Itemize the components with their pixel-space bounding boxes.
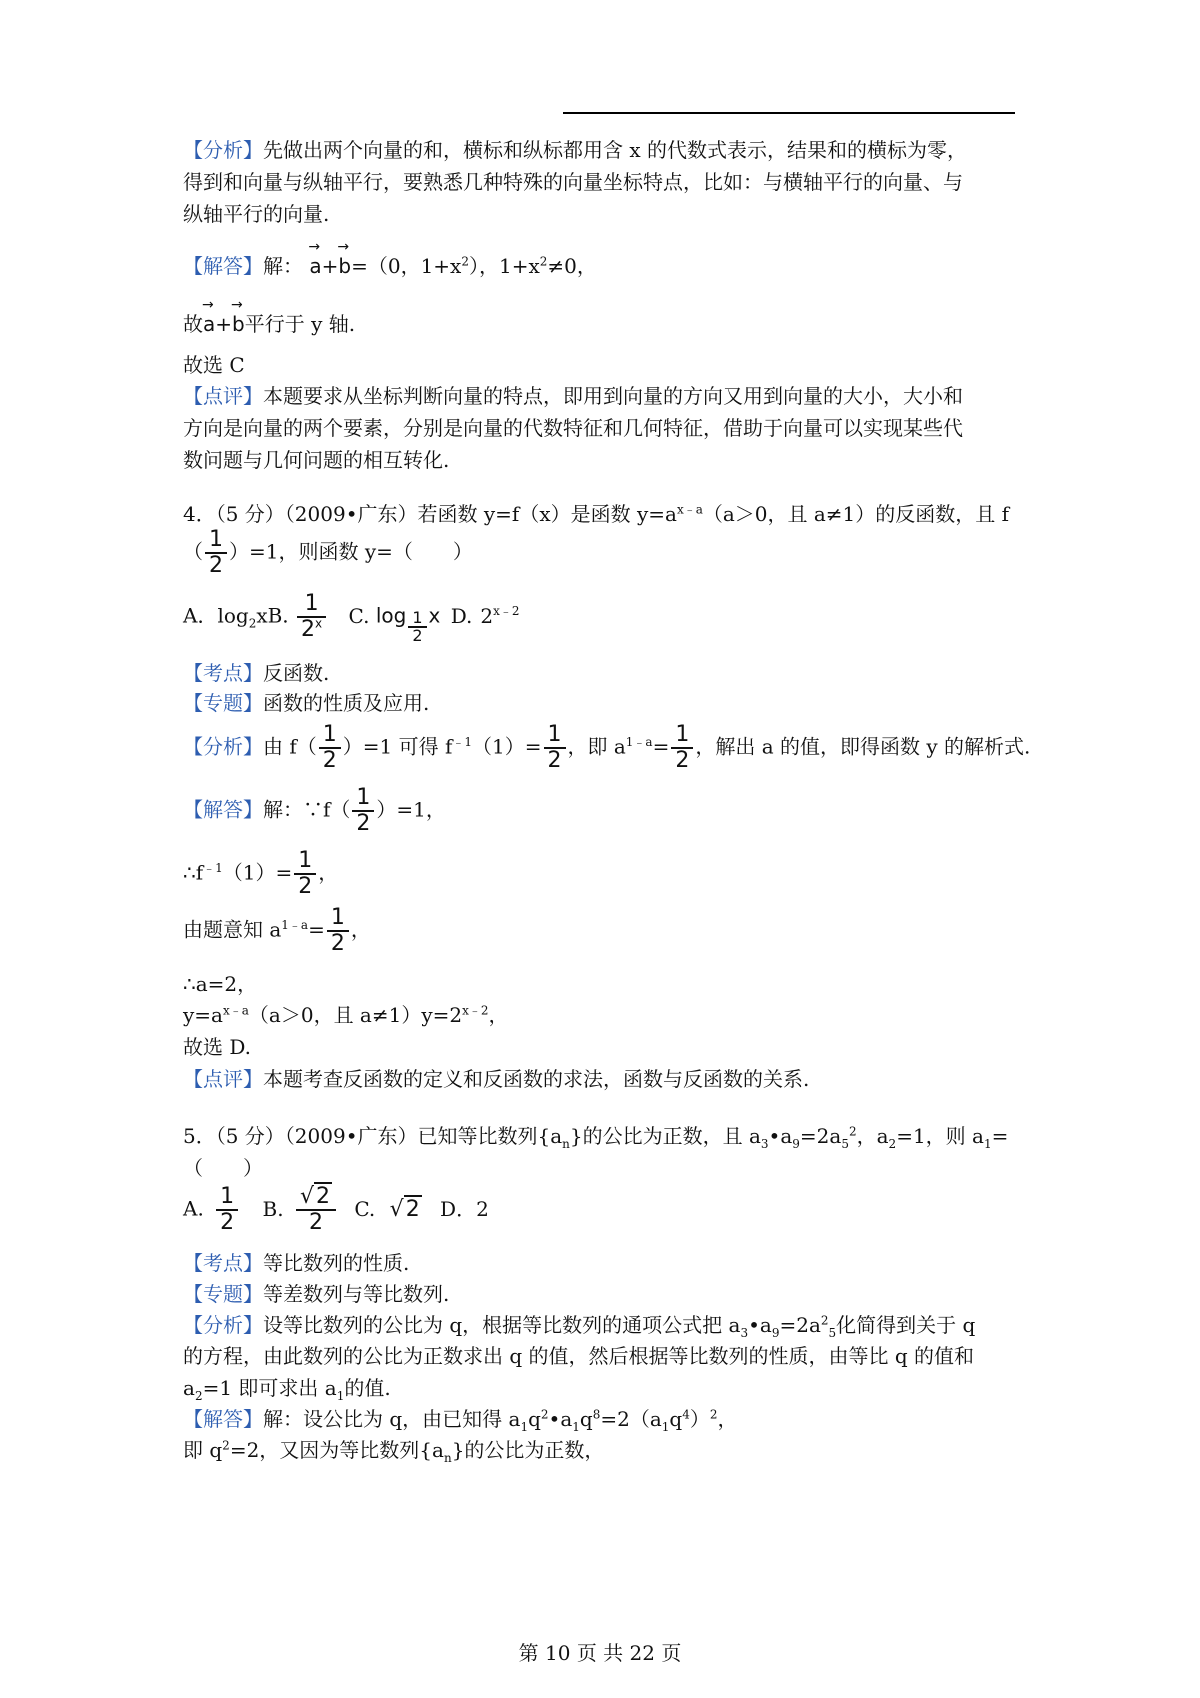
vector-a: → a bbox=[308, 239, 322, 278]
q4-solution-line-5: $y=a^{x﹣a}(a>0$，且 $a\ne 1)y=2^{x﹣2}$， bbox=[183, 1003, 509, 1027]
q3-parallel-line: 故 → a+ → b平行于 y 轴. bbox=[183, 297, 356, 336]
q4-stem-line-1: 4．（5 分）（2009•广东）若函数 y=f（x）是函数 $y=a^{x﹣a}(a>0$，且 a≠1）的反函数，且 f bbox=[183, 502, 1010, 526]
q5-solution-line-2: 即 $q^2=2$，又因为等比数列$\{a_n\}$的公比为正数， bbox=[183, 1438, 605, 1465]
vector-b: → b bbox=[337, 239, 352, 278]
solution-label: 【解答】 bbox=[183, 797, 263, 822]
q4-point: 【考点】反函数. bbox=[183, 661, 330, 685]
q4-options: A．$\log_2xB$. $\frac{1}{2^x}$ C. log $\frac{1}{2}$ x D. $2^{x﹣2}$ bbox=[183, 591, 520, 645]
vector-b: → b bbox=[231, 297, 245, 336]
q3-answer: 故选 C bbox=[183, 353, 245, 377]
solution-label: 【解答】 bbox=[183, 1407, 263, 1431]
q4-analysis: 【分析】由 f（ $\frac{1}{2}$ ）=1 可得 $f^{﹣1}(1)=$ $\frac{1}{2}$ ，即 $a^{1﹣a}=$ $\frac{1}{2}$ ，解出 a 的值，即得函数 y 的解析式. bbox=[183, 722, 1031, 773]
q4-solution-line-4: ∴a=2， bbox=[183, 972, 258, 996]
topic-label: 【专题】 bbox=[183, 1282, 263, 1306]
q4-solution-line-3: 由题意知 $a^{1﹣a}=$ $\frac{1}{2}$ ， bbox=[183, 905, 371, 956]
q3-analysis-line-1: 【分析】先做出两个向量的和，横标和纵标都用含 x 的代数式表示，结果和的横标为零， bbox=[183, 138, 967, 162]
q5-stem-line-2: （ ） bbox=[183, 1156, 263, 1180]
q4-stem-line-2: （ $\frac{1}{2}$ ）=1，则函数 y=（ ） bbox=[183, 527, 473, 578]
analysis-label: 【分析】 bbox=[183, 734, 263, 759]
q4-solution-line-1: 【解答】解：∵f（ $\frac{1}{2}$ ）=1， bbox=[183, 785, 446, 836]
q3-solution-line: 【解答】解： → a+ → b=（0，$1+x^2$），$1+x^2\ne 0$， bbox=[183, 239, 597, 278]
q3-comment-line-3: 数问题与几何问题的相互转化. bbox=[183, 448, 450, 472]
analysis-label: 【分析】 bbox=[183, 1313, 263, 1337]
q3-comment-line-2: 方向是向量的两个要素，分别是向量的代数特征和几何特征，借助于向量可以实现某些代 bbox=[183, 416, 963, 440]
q3-comment-line-1: 【点评】本题要求从坐标判断向量的特点，即用到向量的方向又用到向量的大小，大小和 bbox=[183, 384, 963, 408]
comment-label: 【点评】 bbox=[183, 1067, 263, 1091]
q5-topic: 【专题】等差数列与等比数列. bbox=[183, 1282, 450, 1306]
fraction-one-half: $\frac{1}{2}$ bbox=[205, 528, 227, 578]
header-rule bbox=[563, 112, 1015, 114]
q3-analysis-line-3: 纵轴平行的向量. bbox=[183, 202, 330, 226]
q4-topic: 【专题】函数的性质及应用. bbox=[183, 691, 430, 715]
q5-analysis-line-3: $a_2=1$ 即可求出 $a_1$的值. bbox=[183, 1376, 391, 1403]
analysis-label: 【分析】 bbox=[183, 138, 263, 162]
point-label: 【考点】 bbox=[183, 661, 263, 685]
q4-answer: 故选 D. bbox=[183, 1035, 252, 1059]
q4-solution-line-2: $\therefore f^{﹣1}(1)=$ $\frac{1}{2}$ ， bbox=[183, 848, 339, 899]
q4-comment: 【点评】本题考查反函数的定义和反函数的求法，函数与反函数的关系. bbox=[183, 1067, 810, 1091]
vector-a: → a bbox=[202, 297, 216, 336]
q5-options: A. $\frac{1}{2}$ B. $\frac{√2}{2}$ C. √2 D．2 bbox=[183, 1184, 489, 1235]
q5-point: 【考点】等比数列的性质. bbox=[183, 1251, 410, 1275]
log-base-fraction: $\frac{1}{2}$ bbox=[408, 610, 426, 644]
topic-label: 【专题】 bbox=[183, 691, 263, 715]
point-label: 【考点】 bbox=[183, 1251, 263, 1275]
q5-analysis-line-2: 的方程，由此数列的公比为正数求出 q 的值，然后根据等比数列的性质，由等比 q 的值和 bbox=[183, 1344, 975, 1368]
solution-label: 【解答】 bbox=[183, 254, 263, 278]
option-b-fraction: $\frac{1}{2^x}$ bbox=[297, 592, 326, 642]
q5-analysis-line-1: 【分析】设等比数列的公比为 q，根据等比数列的通项公式把 $a_3•a_9=2a^2_5$化简得到关于 q bbox=[183, 1313, 976, 1340]
page-footer: 第 10 页 共 22 页 bbox=[518, 1641, 682, 1665]
q3-analysis-line-2: 得到和向量与纵轴平行，要熟悉几种特殊的向量坐标特点，比如：与横轴平行的向量、与 bbox=[183, 170, 963, 194]
q5-stem-line-1: 5．（5 分）（2009•广东）已知等比数列$\{a_n\}$的公比为正数，且 $a_3•a_9=2a_5^2$，$a_2=1$，则 $a_1=$ bbox=[183, 1124, 1009, 1151]
comment-label: 【点评】 bbox=[183, 384, 263, 408]
option-b-fraction: $\frac{√2}{2}$ bbox=[296, 1185, 336, 1235]
q5-solution-line-1: 【解答】解：设公比为 q，由已知得 $a_1q^2•a_1q^8=2(a_1q^4)^2$， bbox=[183, 1407, 738, 1434]
option-c-root: √2 bbox=[389, 1196, 420, 1222]
option-a-fraction: $\frac{1}{2}$ bbox=[216, 1185, 238, 1235]
